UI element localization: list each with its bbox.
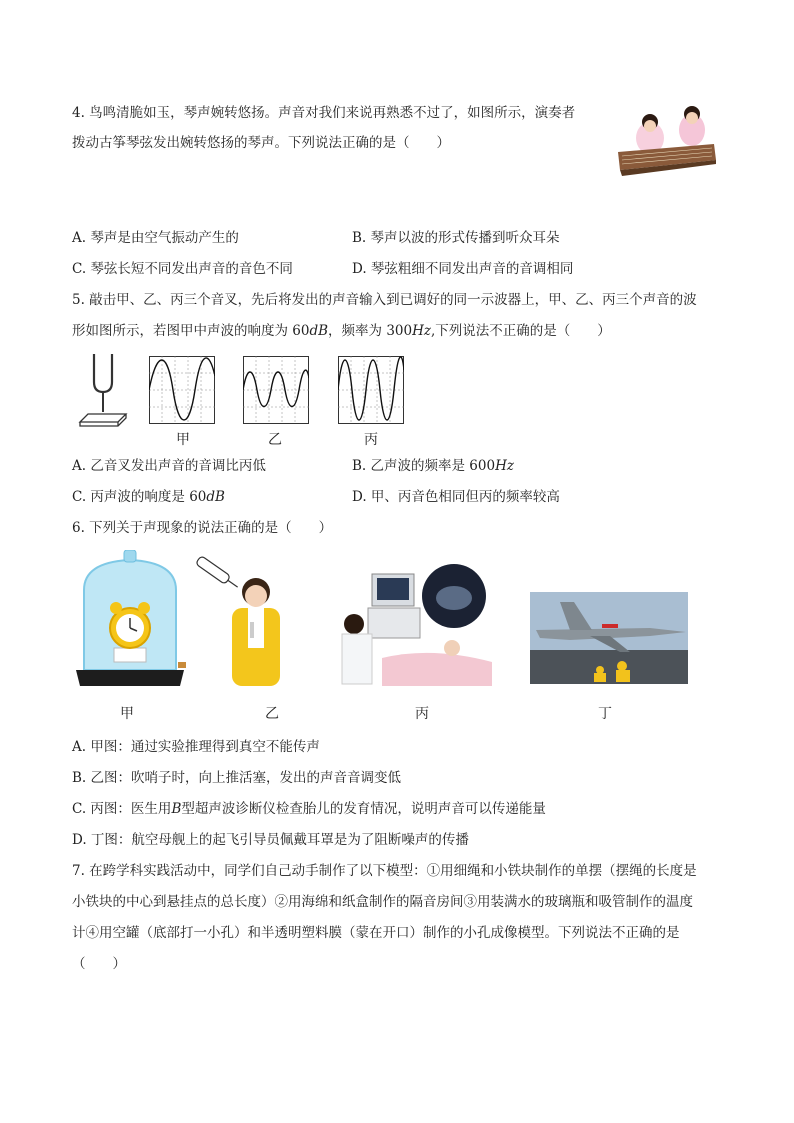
tuning-fork-image <box>78 352 128 428</box>
q5-stem-line2: 形如图所示，若图甲中声波的响度为 60dB，频率为 300Hz,下列说法不正确的是（ ） <box>72 323 611 339</box>
q5-stem-line1: 5. 敲击甲、乙、丙三个音叉，先后将发出的声音输入到已调好的同一示波器上，甲、乙、丙三个声音的波 <box>72 292 697 308</box>
q4-option-b: B. 琴声以波的形式传播到听众耳朵 <box>352 230 560 246</box>
q6-label-ding: 丁 <box>598 706 612 722</box>
q5-option-a: A. 乙音叉发出声音的音调比丙低 <box>72 458 266 474</box>
q4-option-a: A. 琴声是由空气振动产生的 <box>72 230 239 246</box>
q6-option-c: C. 丙图：医生用B型超声波诊断仪检查胎儿的发育情况，说明声音可以传递能量 <box>72 801 546 817</box>
q5-option-b: B. 乙声波的频率是 600Hz <box>352 458 514 474</box>
q4-option-d: D. 琴弦粗细不同发出声音的音调相同 <box>352 261 574 277</box>
bell-jar-alarm-clock-image <box>74 550 186 690</box>
q5-label-yi: 乙 <box>268 432 282 448</box>
q5-label-jia: 甲 <box>176 432 190 448</box>
girl-blowing-whistle-image <box>192 548 282 688</box>
q6-option-b: B. 乙图：吹哨子时，向上推活塞，发出的声音音调变低 <box>72 770 402 786</box>
waveform-bing <box>338 356 404 424</box>
q5-option-c: C. 丙声波的响度是 60dB <box>72 489 225 505</box>
q5-label-bing: 丙 <box>364 432 378 448</box>
q5-option-d: D. 甲、丙音色相同但丙的频率较高 <box>352 489 560 505</box>
q6-stem: 6. 下列关于声现象的说法正确的是（ ） <box>72 520 333 536</box>
ultrasound-exam-image <box>332 562 494 686</box>
q6-label-jia: 甲 <box>120 706 134 722</box>
q7-stem-line4: （ ） <box>72 956 126 972</box>
guzheng-performance-image <box>610 100 722 184</box>
q6-option-d: D. 丁图：航空母舰上的起飞引导员佩戴耳罩是为了阻断噪声的传播 <box>72 832 469 848</box>
q4-stem-line1: 4. 鸟鸣清脆如玉，琴声婉转悠扬。声音对我们来说再熟悉不过了，如图所示，演奏者 <box>72 105 576 121</box>
q4-stem-line2: 拨动古筝琴弦发出婉转悠扬的琴声。下列说法正确的是（ ） <box>72 135 450 151</box>
q6-label-bing: 丙 <box>415 706 429 722</box>
q7-stem-line2: 小铁块的中心到悬挂点的总长度）②用海绵和纸盒制作的隔音房间③用装满水的玻璃瓶和吸管制作的温度 <box>72 894 693 910</box>
waveform-jia <box>149 356 215 424</box>
q7-stem-line1: 7. 在跨学科实践活动中，同学们自己动手制作了以下模型：①用细绳和小铁块制作的单摆（摆绳的长度是 <box>72 863 697 879</box>
waveform-yi <box>243 356 309 424</box>
q4-option-c: C. 琴弦长短不同发出声音的音色不同 <box>72 261 293 277</box>
aircraft-carrier-jet-image <box>530 592 688 684</box>
q6-label-yi: 乙 <box>265 706 279 722</box>
q6-option-a: A. 甲图：通过实验推理得到真空不能传声 <box>72 739 320 755</box>
q7-stem-line3: 计④用空罐（底部打一小孔）和半透明塑料膜（蒙在开口）制作的小孔成像模型。下列说法不正确的是 <box>72 925 680 941</box>
